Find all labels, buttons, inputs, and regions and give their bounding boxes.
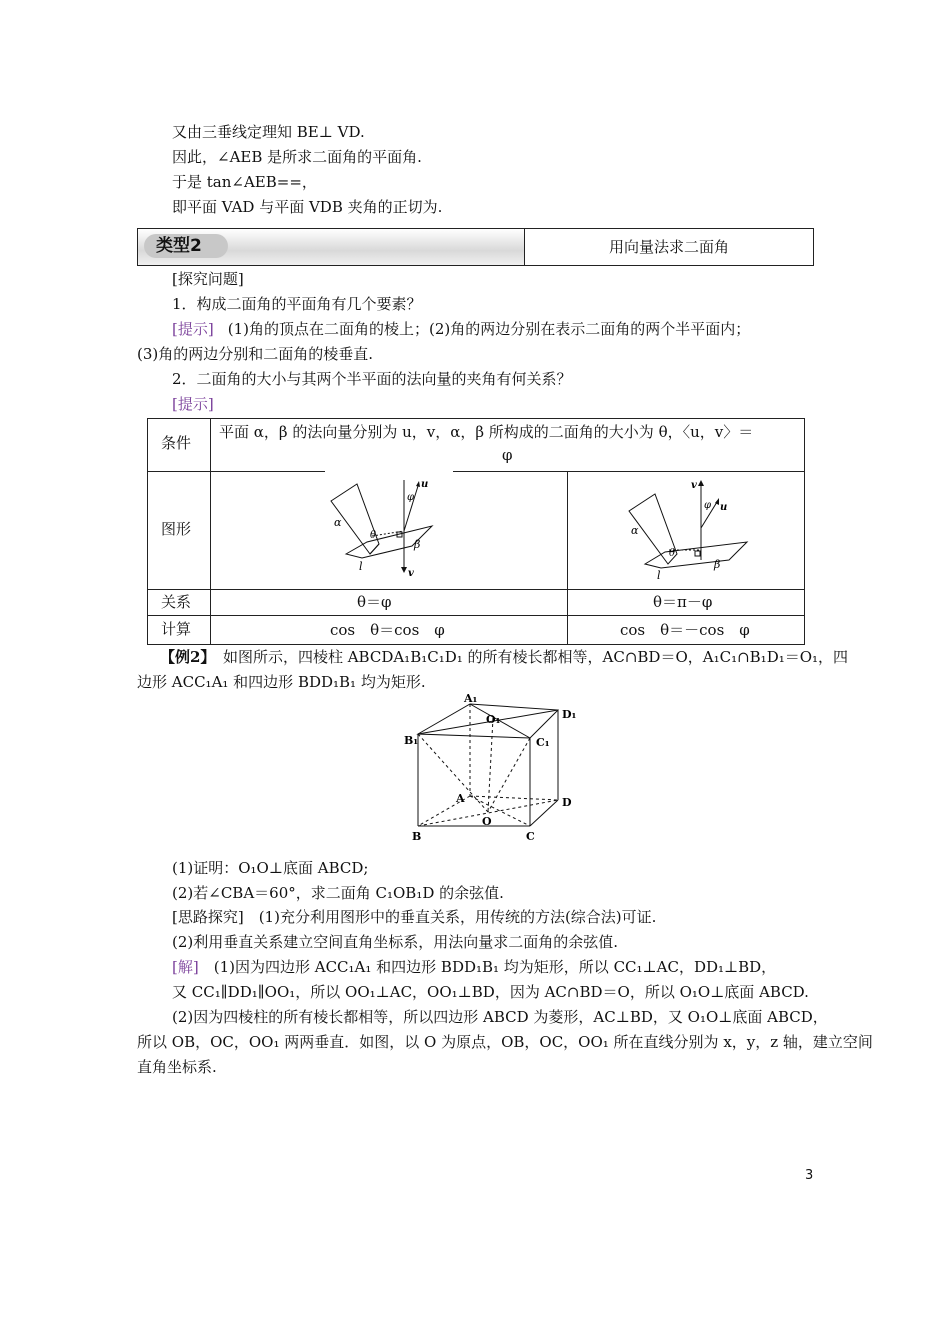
label-D: D [562,796,572,809]
fig-label-beta: β [714,558,721,571]
solution-line-1 [172,956,776,978]
label-B1: B₁ [404,734,419,747]
fig-label-beta: β [414,538,421,551]
fig-label-theta: θ [370,530,377,541]
fig-label-alpha: α [334,516,342,529]
condition-text-1: 平面 α，β 的法向量分别为 u，v，α，β 所构成的二面角的大小为 θ，〈u，v〉＝ [219,423,754,441]
part-1: (1)证明：O₁O⊥底面 ABCD; [172,859,369,877]
section-tag: 类型2 [144,234,228,258]
page-number: 3 [805,1168,814,1183]
label-B: B [412,830,422,843]
figure-obtuse-case [619,476,759,586]
fig-label-v: v [691,480,697,491]
hint-label-2: [提示] [172,395,214,413]
fig-label-l: l [657,569,661,582]
label-A: A [456,792,465,805]
question-1: 1．构成二面角的平面角有几个要素？ [172,295,422,313]
example-text: 如图所示，四棱柱 ABCDA₁B₁C₁D₁ 的所有棱长都相等，AC∩BD＝O，A₁C₁∩B₁D₁＝O₁，四 [207,648,849,666]
label-C: C [526,830,535,843]
analysis-1: [思路探究] (1)充分利用图形中的垂直关系，用传统的方法(综合法)可证. [172,908,657,926]
label-O1: O₁ [486,713,501,726]
label-A1: A₁ [464,694,478,705]
fig-label-u: u [720,502,728,513]
analysis-2: (2)利用垂直关系建立空间直角坐标系，用法向量求二面角的余弦值. [172,933,619,951]
relation-obtuse: θ＝π－φ [653,593,713,611]
answer-1-line-2: (3)角的两边分别和二面角的棱垂直. [137,345,374,363]
example-line-1 [160,646,848,668]
calc-obtuse: cos θ＝－cos φ [620,621,750,639]
condition-text-2: φ [502,446,513,464]
dihedral-angle-table [147,418,805,645]
solution-text: (1)因为四边形 ACC₁A₁ 和四边形 BDD₁B₁ 均为矩形，所以 CC₁⊥AC，DD₁⊥BD， [198,958,777,976]
fig-label-theta: θ [669,548,676,559]
row-label-figure: 图形 [161,520,192,538]
calc-acute: cos θ＝cos φ [330,621,445,639]
solution-label: [解] [172,958,199,976]
solution-line-2: 又 CC₁∥DD₁∥OO₁，所以 OO₁⊥AC，OO₁⊥BD，因为 AC∩BD＝O，所以 O₁O⊥底面 ABCD. [172,983,809,1001]
fig-label-alpha: α [631,524,639,537]
section-title: 用向量法求二面角 [608,238,729,256]
fig-label-phi: φ [407,492,415,503]
solution-line-5: 直角坐标系. [137,1058,217,1076]
part-2: (2)若∠CBA＝60°，求二面角 C₁OB₁D 的余弦值. [172,884,504,902]
row-label-calc: 计算 [161,620,192,638]
text-line: 又由三垂线定理知 BE⊥ VD. [172,123,365,141]
example-label: 【例2】 [160,648,208,666]
answer-text: (1)角的顶点在二面角的棱上；(2)角的两边分别在表示二面角的两个半平面内； [227,320,751,338]
text-line: 因此，∠AEB 是所求二面角的平面角. [172,148,422,166]
text-line: 于是 tan∠AEB==， [172,173,317,191]
text-line: 即平面 VAD 与平面 VDB 夹角的正切为. [172,198,443,216]
fig-label-v: v [408,568,414,579]
answer-1-line-1 [172,318,750,340]
fig-label-l: l [359,560,363,573]
hint-label: [提示] [172,320,214,338]
label-D1: D₁ [562,708,577,721]
inquiry-heading: [探究问题] [172,270,244,288]
solution-line-3: (2)因为四棱柱的所有棱长都相等，所以四边形 ABCD 为菱形，AC⊥BD，又 O₁O⊥底面 ABCD， [172,1008,828,1026]
row-label-condition: 条件 [161,434,192,452]
figure-acute-case [322,476,452,586]
label-O: O [482,815,492,828]
question-2: 2．二面角的大小与其两个半平面的法向量的夹角有何关系？ [172,370,572,388]
fig-label-u: u [421,479,429,490]
prism-figure [398,694,583,844]
solution-line-4: 所以 OB，OC，OO₁ 两两垂直．如图，以 O 为原点，OB，OC，OO₁ 所在直线分别为 x，y，z 轴，建立空间 [137,1033,873,1051]
label-C1: C₁ [536,736,550,749]
fig-label-phi: φ [704,500,712,511]
row-label-relation: 关系 [161,593,192,611]
relation-acute: θ＝φ [357,593,392,611]
example-line-2: 边形 ACC₁A₁ 和四边形 BDD₁B₁ 均为矩形. [137,673,426,691]
section-header [137,228,814,266]
